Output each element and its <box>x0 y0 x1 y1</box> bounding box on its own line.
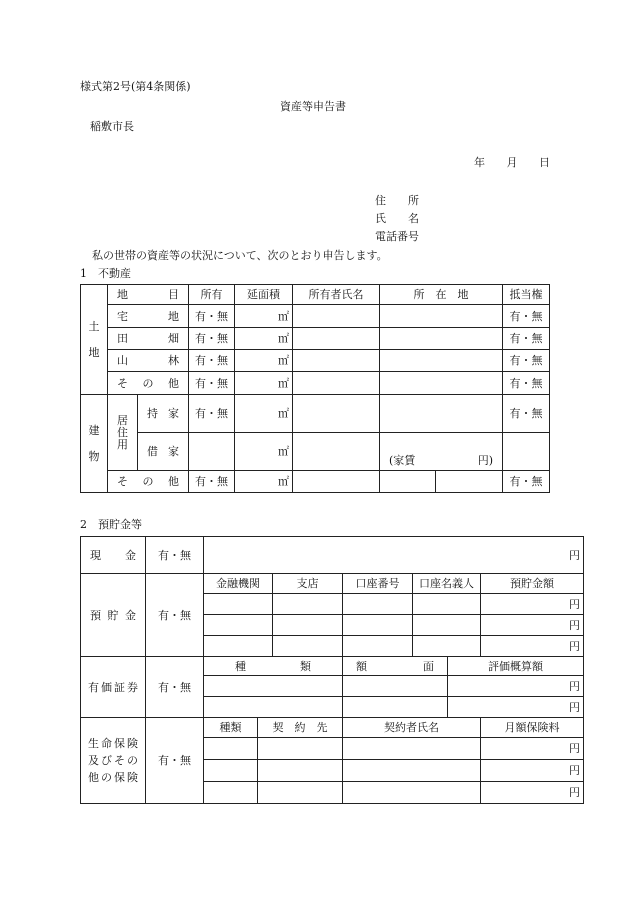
header-policyholder: 契約者氏名 <box>343 718 481 738</box>
cash-label: 現 金 <box>81 537 146 574</box>
land-label: 土 地 <box>81 285 108 395</box>
land-row-forest: 山 林 有・無 ㎡ 有・無 <box>81 350 550 372</box>
ownership-choice[interactable]: 有・無 <box>189 328 235 350</box>
header-valuation: 評価概算額 <box>448 657 584 676</box>
ownership-choice[interactable]: 有・無 <box>189 395 235 433</box>
valuation-input[interactable]: 円 <box>448 697 584 718</box>
header-floor-area: 延面積 <box>235 285 293 305</box>
header-insurance-type: 種類 <box>204 718 258 738</box>
area-input[interactable]: ㎡ <box>235 471 293 493</box>
mortgage-choice[interactable]: 有・無 <box>503 372 550 395</box>
owner-name-input[interactable] <box>293 350 380 372</box>
building-label: 建 物 <box>81 395 108 493</box>
savings-amount-input[interactable]: 円 <box>481 636 584 657</box>
owner-name-input[interactable] <box>293 395 380 433</box>
building-row-rented: 借 家 ㎡ (家賃 円) <box>81 433 550 471</box>
area-input[interactable]: ㎡ <box>235 433 293 471</box>
owner-name-input[interactable] <box>293 328 380 350</box>
date-line <box>474 156 550 170</box>
land-row-residential: 宅 地 有・無 ㎡ 有・無 <box>81 305 550 328</box>
ownership-choice[interactable]: 有・無 <box>189 350 235 372</box>
intro-statement: 私の世帯の資産等の状況について、次のとおり申告します。 <box>92 249 388 262</box>
mortgage-choice[interactable]: 有・無 <box>503 395 550 433</box>
premium-input[interactable]: 円 <box>481 760 584 782</box>
applicant-phone-label: 電話番号 <box>375 230 419 243</box>
premium-input[interactable]: 円 <box>481 782 584 804</box>
owner-name-input[interactable] <box>293 471 380 493</box>
location-input[interactable] <box>380 471 436 493</box>
valuation-input[interactable]: 円 <box>448 676 584 697</box>
header-chimoku: 地 目 <box>108 285 189 305</box>
owner-name-input[interactable] <box>293 433 380 471</box>
location-input[interactable] <box>380 305 503 328</box>
area-input[interactable]: ㎡ <box>235 395 293 433</box>
premium-input[interactable]: 円 <box>481 738 584 760</box>
form-number: 様式第2号(第4条関係) <box>80 80 191 93</box>
header-account-holder: 口座名義人 <box>413 574 481 594</box>
section2-heading: 2 預貯金等 <box>80 518 142 531</box>
area-input[interactable]: ㎡ <box>235 305 293 328</box>
location-input[interactable] <box>380 372 503 395</box>
date-month: 月 <box>506 156 518 169</box>
mortgage-cell-blank <box>503 433 550 471</box>
building-row-other: そ の 他 有・無 ㎡ 有・無 <box>81 471 550 493</box>
header-savings-amount: 預貯金額 <box>481 574 584 594</box>
savings-ownership-choice[interactable]: 有・無 <box>146 574 204 657</box>
residential-label: 居 住 用 <box>108 395 138 471</box>
header-account-number: 口座番号 <box>343 574 413 594</box>
header-owner-name: 所有者氏名 <box>293 285 380 305</box>
header-branch: 支店 <box>273 574 343 594</box>
insurance-label: 生 命 保 険 及 び そ の 他 の 保 険 <box>81 718 146 804</box>
owner-name-input[interactable] <box>293 372 380 395</box>
savings-table <box>80 536 584 804</box>
addressee: 稲敷市長 <box>90 120 134 133</box>
location-input[interactable] <box>380 350 503 372</box>
land-row-other: そ の 他 有・無 ㎡ 有・無 <box>81 372 550 395</box>
header-mortgage: 抵当権 <box>503 285 550 305</box>
header-location: 所 在 地 <box>380 285 503 305</box>
rent-input[interactable]: (家賃 円) <box>380 433 503 471</box>
ownership-cell-blank <box>189 433 235 471</box>
ownership-choice[interactable]: 有・無 <box>189 372 235 395</box>
applicant-name-label: 氏 名 <box>375 212 419 225</box>
header-face-value: 額 面 <box>343 657 448 676</box>
savings-amount-input[interactable]: 円 <box>481 615 584 636</box>
header-ownership: 所有 <box>189 285 235 305</box>
securities-ownership-choice[interactable]: 有・無 <box>146 657 204 718</box>
owner-name-input[interactable] <box>293 305 380 328</box>
cash-row <box>81 537 584 574</box>
date-year: 年 <box>474 156 485 169</box>
insurance-ownership-choice[interactable]: 有・無 <box>146 718 204 804</box>
land-row-fields: 田 畑 有・無 ㎡ 有・無 <box>81 328 550 350</box>
savings-amount-input[interactable]: 円 <box>481 594 584 615</box>
cash-ownership-choice[interactable]: 有・無 <box>146 537 204 574</box>
real-estate-table <box>80 284 550 493</box>
mortgage-choice[interactable]: 有・無 <box>503 471 550 493</box>
savings-label: 預 貯 金 <box>81 574 146 657</box>
date-day: 日 <box>539 156 550 169</box>
area-input[interactable]: ㎡ <box>235 328 293 350</box>
ownership-choice[interactable]: 有・無 <box>189 471 235 493</box>
building-row-owned: 建 物 居 住 用 持 家 有・無 ㎡ 有・無 <box>81 395 550 433</box>
header-monthly-premium: 月額保険料 <box>481 718 584 738</box>
location-input[interactable] <box>380 328 503 350</box>
header-securities-type: 種 類 <box>204 657 343 676</box>
area-input[interactable]: ㎡ <box>235 372 293 395</box>
section1-heading: 1 不動産 <box>80 267 131 280</box>
page-title: 資産等申告書 <box>280 100 346 113</box>
header-insurer: 契 約 先 <box>258 718 343 738</box>
mortgage-choice[interactable]: 有・無 <box>503 328 550 350</box>
mortgage-choice[interactable]: 有・無 <box>503 350 550 372</box>
location-input[interactable] <box>380 395 503 433</box>
cash-amount-input[interactable]: 円 <box>204 537 584 574</box>
location-input[interactable] <box>436 471 503 493</box>
ownership-choice[interactable]: 有・無 <box>189 305 235 328</box>
applicant-address-label: 住 所 <box>375 194 419 207</box>
mortgage-choice[interactable]: 有・無 <box>503 305 550 328</box>
area-input[interactable]: ㎡ <box>235 350 293 372</box>
securities-label: 有 価 証 券 <box>81 657 146 718</box>
header-institution: 金融機関 <box>204 574 273 594</box>
